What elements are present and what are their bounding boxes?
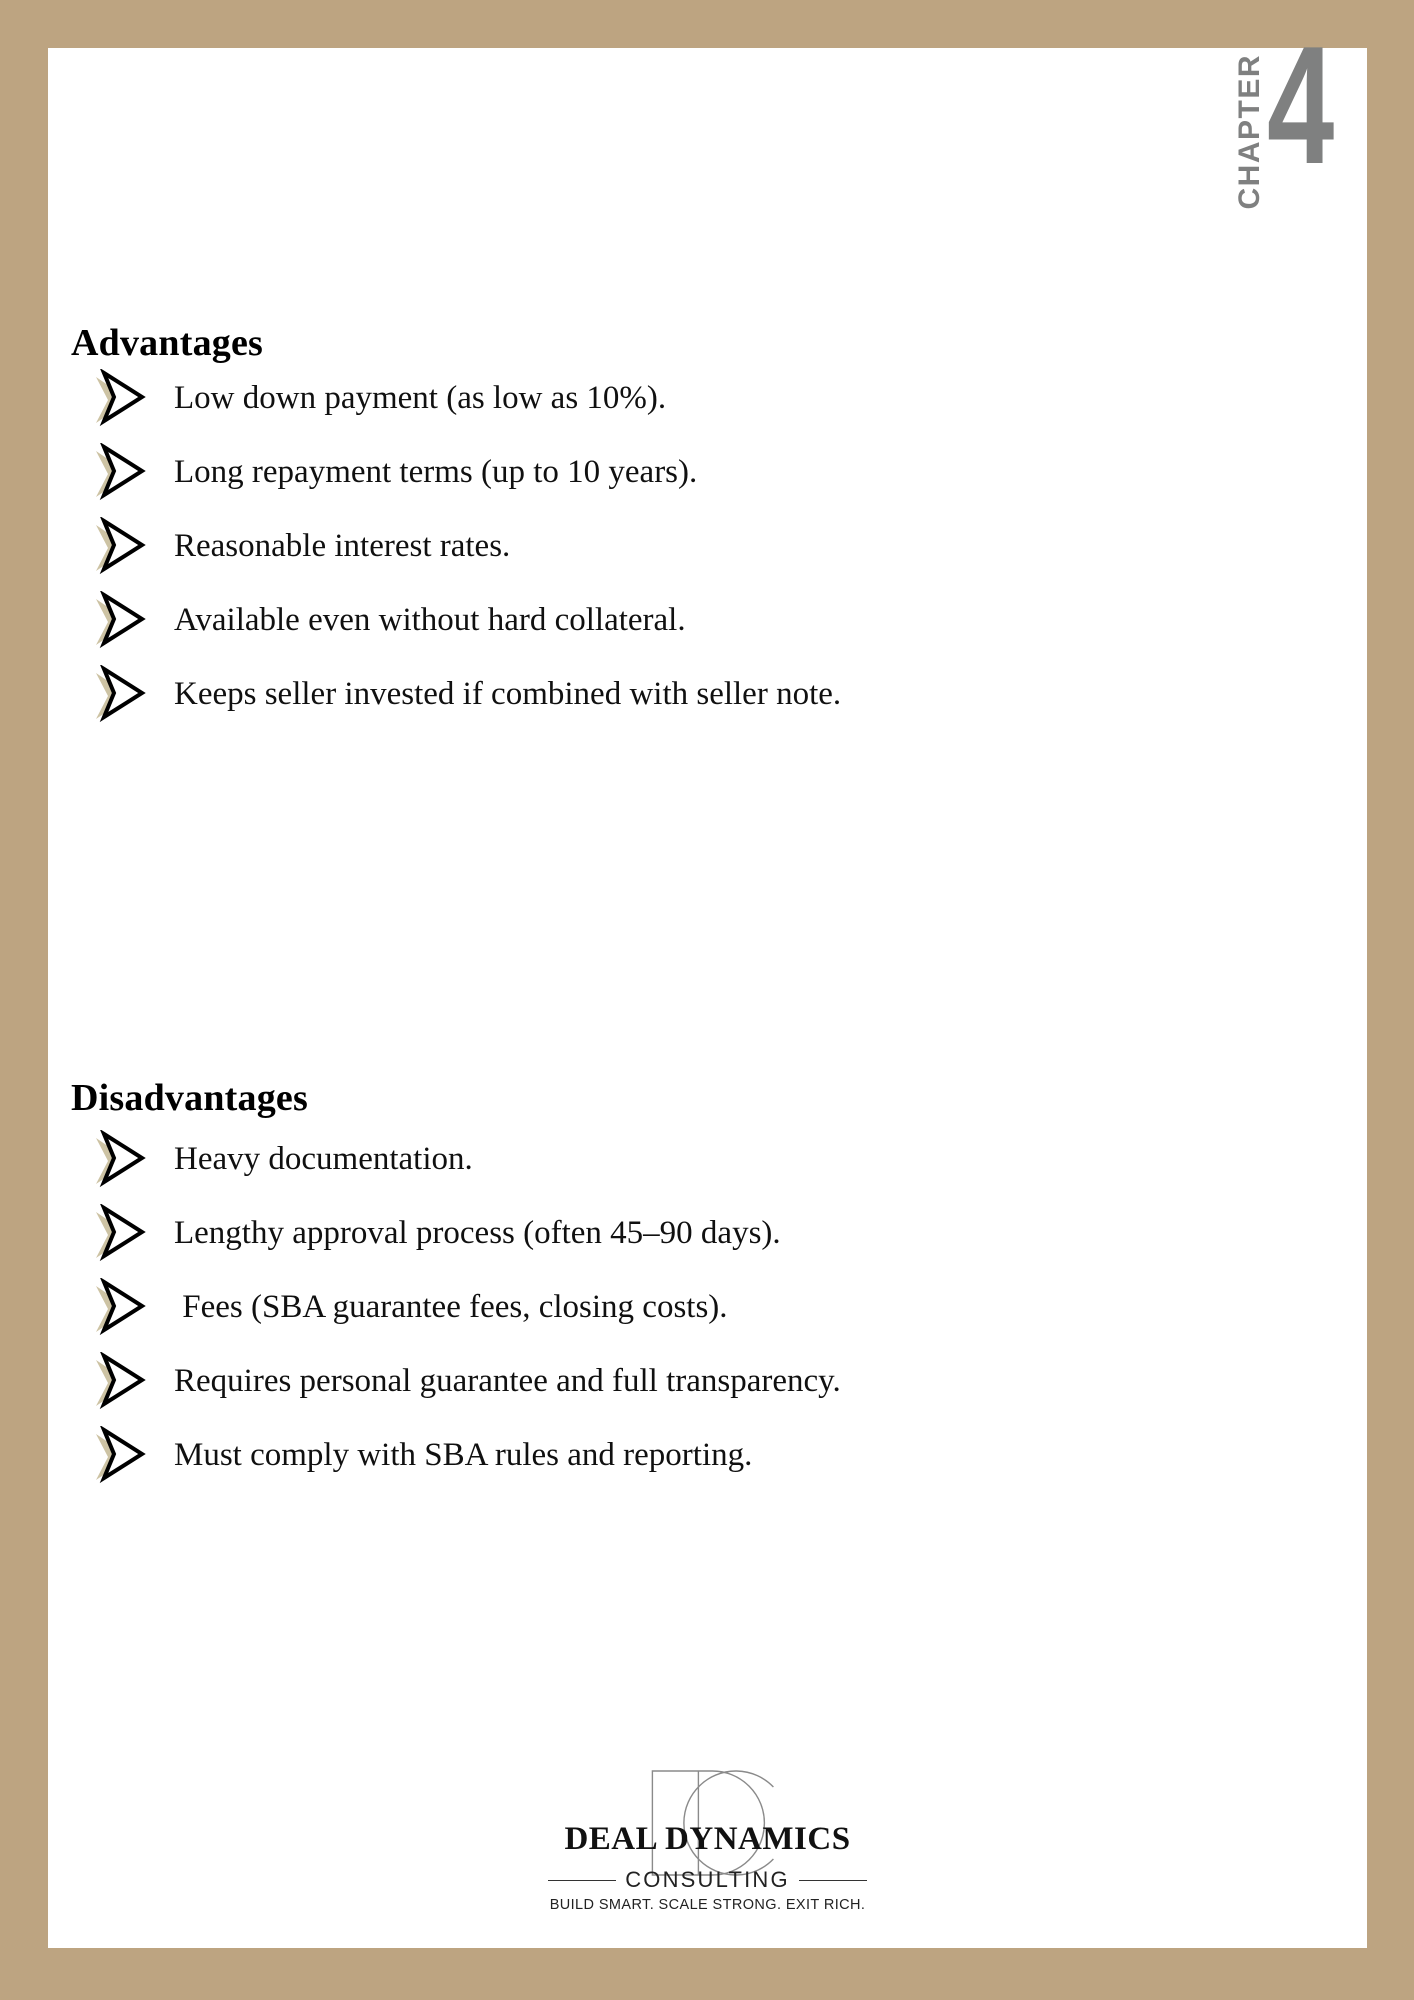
list-item-text: Reasonable interest rates.: [174, 528, 511, 565]
list-item: [48, 437, 1367, 511]
list-item: [48, 1272, 1367, 1346]
chapter-label: CHAPTER: [1233, 54, 1266, 210]
chevron-arrow-icon: [90, 1426, 162, 1488]
list-item-text: Requires personal guarantee and full transparency.: [174, 1363, 841, 1400]
list-item: [48, 1420, 1367, 1494]
list-item-text: Available even without hard collateral.: [174, 602, 686, 639]
logo-rule-right: [799, 1880, 868, 1881]
bullet-list-advantages: [48, 363, 1367, 733]
list-item-text: Fees (SBA guarantee fees, closing costs).: [174, 1289, 728, 1326]
list-item-text: Lengthy approval process (often 45–90 days).: [174, 1215, 781, 1252]
list-item: [48, 659, 1367, 733]
page-sheet: [48, 11, 1367, 1948]
list-item: [48, 1124, 1367, 1198]
section-heading-disadvantages: Disadvantages: [71, 1076, 308, 1119]
list-item: [48, 1198, 1367, 1272]
list-item-text: Must comply with SBA rules and reporting.: [174, 1437, 753, 1474]
logo-rule-left: [548, 1880, 617, 1881]
chevron-arrow-icon: [90, 1130, 162, 1192]
chapter-number: 4: [1267, 11, 1335, 199]
chevron-arrow-icon: [90, 443, 162, 505]
footer-logo: [48, 1763, 1367, 1923]
list-item-text: Keeps seller invested if combined with seller note.: [174, 676, 842, 713]
chevron-arrow-icon: [90, 1204, 162, 1266]
chevron-arrow-icon: [90, 1352, 162, 1414]
list-item-text: Low down payment (as low as 10%).: [174, 380, 667, 417]
list-item-text: Heavy documentation.: [174, 1141, 473, 1178]
list-item: [48, 511, 1367, 585]
logo-subtitle: CONSULTING: [625, 1867, 790, 1892]
bullet-list-disadvantages: [48, 1124, 1367, 1494]
section-heading-advantages: Advantages: [71, 321, 264, 364]
list-item: [48, 1346, 1367, 1420]
logo-tagline: BUILD SMART. SCALE STRONG. EXIT RICH.: [549, 1897, 866, 1913]
chevron-arrow-icon: [90, 1278, 162, 1340]
chevron-arrow-icon: [90, 369, 162, 431]
list-item-text: Long repayment terms (up to 10 years).: [174, 454, 698, 491]
chevron-arrow-icon: [90, 517, 162, 579]
logo-subtitle-row: [548, 1867, 868, 1893]
logo-stack: [548, 1763, 868, 1923]
logo-wordmark: DEAL DYNAMICS: [564, 1821, 851, 1857]
chevron-arrow-icon: [90, 591, 162, 653]
list-item: [48, 585, 1367, 659]
page-content: [48, 48, 1367, 1948]
list-item: [48, 363, 1367, 437]
chevron-arrow-icon: [90, 665, 162, 727]
